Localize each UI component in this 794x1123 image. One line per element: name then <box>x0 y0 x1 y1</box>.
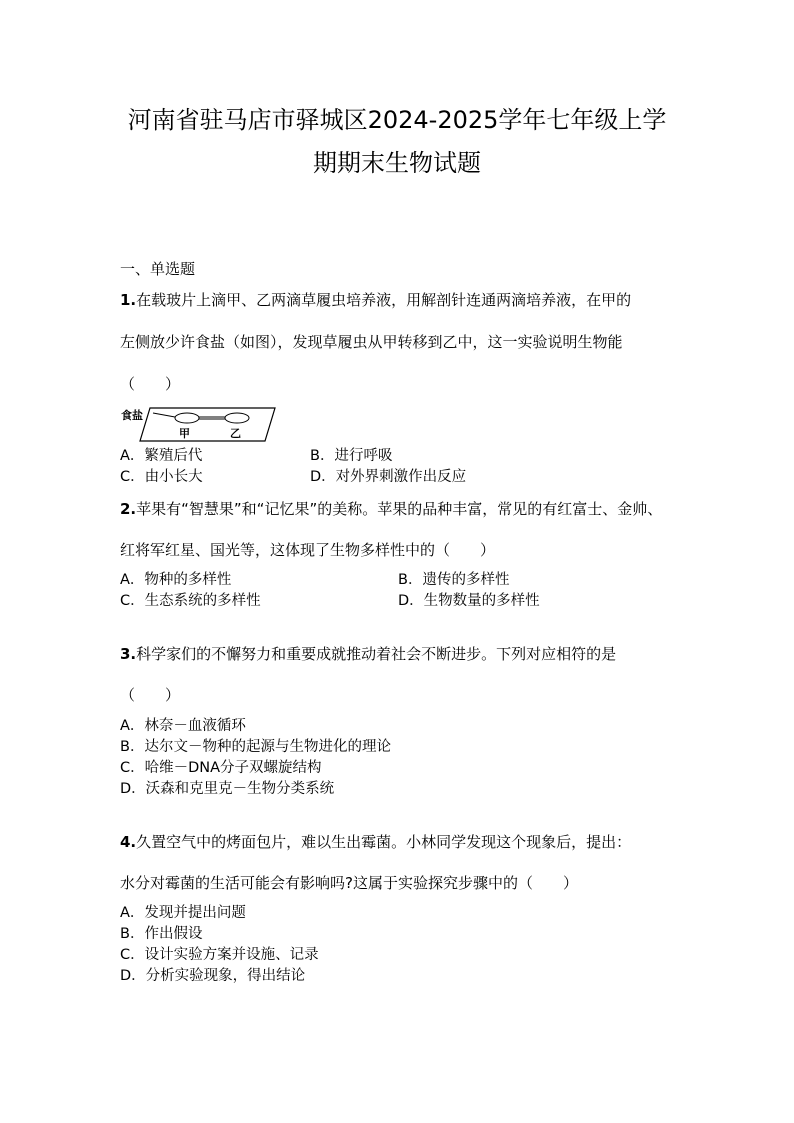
option-a: A．繁殖后代 <box>120 448 203 464</box>
question-1-blank: （ ） <box>120 375 181 393</box>
glass-slide <box>140 408 275 441</box>
document-title-line-1: 河南省驻马店市驿城区2024-2025学年七年级上学 <box>127 106 667 134</box>
option-b: B．作出假设 <box>120 926 203 942</box>
drop-b <box>225 413 249 423</box>
question-number: 4. <box>120 833 137 851</box>
option-b: B．遗传的多样性 <box>398 572 510 588</box>
slide-figure <box>120 405 280 449</box>
option-c: C．由小长大 <box>120 469 203 485</box>
question-text: 久置空气中的烤面包片，难以生出霉菌。小林同学发现这个现象后，提出： <box>136 833 632 851</box>
option-d: D．分析实验现象，得出结论 <box>120 968 306 984</box>
option-a: A．发现并提出问题 <box>120 905 246 921</box>
option-c: C．哈维－DNA分子双螺旋结构 <box>120 760 322 776</box>
question-3-blank: （ ） <box>120 686 181 704</box>
question-2-line-1 <box>120 499 662 519</box>
question-1-line-1 <box>120 290 631 310</box>
question-text: 在载玻片上滴甲、乙两滴草履虫培养液，用解剖针连通两滴培养液，在甲的 <box>136 291 632 309</box>
question-3-line-1 <box>120 644 616 664</box>
drop-a-label: 甲 <box>179 427 190 440</box>
salt-label: 食盐 <box>121 409 143 422</box>
option-b: B．达尔文－物种的起源与生物进化的理论 <box>120 739 391 755</box>
drop-a <box>175 413 199 423</box>
question-1-line-2: 左侧放少许食盐（如图），发现草履虫从甲转移到乙中，这一实验说明生物能 <box>120 333 623 351</box>
option-b: B．进行呼吸 <box>310 448 393 464</box>
question-number: 1. <box>120 291 137 309</box>
drop-b-label: 乙 <box>230 427 241 440</box>
option-c: C．生态系统的多样性 <box>120 593 261 609</box>
option-d: D．对外界刺激作出反应 <box>310 469 467 485</box>
option-d: D．生物数量的多样性 <box>398 593 540 609</box>
option-a: A．林奈－血液循环 <box>120 718 246 734</box>
question-text: 科学家们的不懈努力和重要成就推动着社会不断进步。下列对应相符的是 <box>136 645 617 663</box>
section-heading: 一、单选题 <box>120 260 196 278</box>
slide-diagram <box>120 405 280 445</box>
question-number: 2. <box>120 500 137 518</box>
question-4-line-2: 水分对霉菌的生活可能会有影响吗?这属于实验探究步骤中的（ ） <box>120 874 578 892</box>
question-number: 3. <box>120 645 137 663</box>
question-4-line-1 <box>120 832 631 852</box>
option-a: A．物种的多样性 <box>120 572 232 588</box>
option-c: C．设计实验方案并设施、记录 <box>120 947 319 963</box>
question-2-line-2: 红将军红星、国光等，这体现了生物多样性中的（ ） <box>120 541 496 559</box>
option-d: D．沃森和克里克－生物分类系统 <box>120 781 335 797</box>
document-title-line-2: 期期末生物试题 <box>313 149 481 177</box>
question-text: 苹果有“智慧果”和“记忆果”的美称。苹果的品种丰富，常见的有红富士、金帅、 <box>136 500 663 518</box>
salt-pointer <box>153 413 175 417</box>
